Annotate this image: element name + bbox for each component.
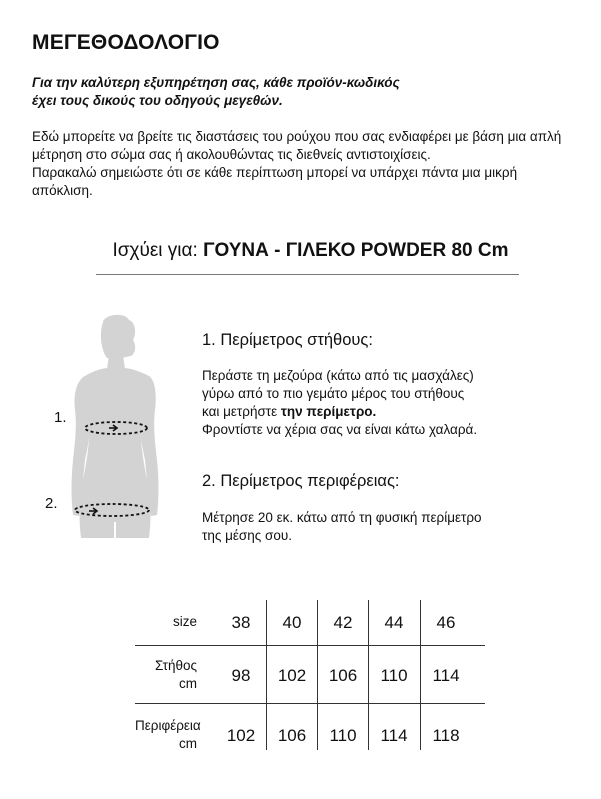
row-label (135, 657, 197, 693)
table-cell: 102 (226, 726, 256, 745)
table-cell: 106 (277, 726, 307, 745)
chest-line-4: Φροντίστε να χέρια σας να είναι κάτω χαλαρά. (202, 422, 478, 437)
body-figure (45, 310, 185, 550)
row-label-line-2: cm (179, 736, 197, 751)
chest-line-1: Περάστε τη μεζούρα (κάτω από τις μασχάλες) (202, 368, 474, 383)
row-label-line-2: cm (179, 676, 197, 691)
table-header-row (135, 600, 485, 646)
chest-section-title: 1. Περίμετρος στήθους: (202, 331, 373, 349)
hips-section-body (202, 509, 562, 545)
chest-line-2: γύρω από το πιο γεμάτο μέρος του στήθους (202, 386, 465, 401)
chest-line-3-prefix: και μετρήστε (202, 404, 281, 419)
size-cell: 38 (231, 613, 251, 632)
intro-text (32, 128, 577, 200)
table-cell: 114 (380, 726, 408, 745)
size-cell: 42 (333, 613, 353, 632)
intro-bold-line-1: Για την καλύτερη εξυπηρέτηση σας, κάθε προϊόν-κωδικός (32, 75, 400, 90)
table-cell: 110 (329, 726, 357, 745)
divider (96, 274, 519, 275)
intro-paragraph-1: Εδώ μπορείτε να βρείτε τις διαστάσεις του ρούχου που σας ενδιαφέρει με βάση μια απλή μέτρηση στο σώμα σας ή ακολουθώντας τις διεθνείς αντιστοιχίσεις. (32, 129, 562, 162)
table-cell: 106 (328, 666, 358, 685)
size-table (135, 600, 485, 762)
intro-paragraph-2: Παρακαλώ σημειώστε ότι σε κάθε περίπτωση μπορεί να υπάρχει πάντα μια μικρή απόκλιση. (32, 165, 518, 198)
row-label (135, 717, 201, 753)
table-cell: 110 (380, 666, 408, 685)
applies-to-heading (0, 240, 601, 262)
intro-bold-line-2: έχει τους δικούς του οδηγούς μεγεθών. (32, 93, 283, 108)
row-label-line-1: Στήθος (154, 658, 197, 673)
hips-section-title: 2. Περίμετρος περιφέρειας: (202, 472, 400, 490)
applies-prefix: Ισχύει για: (112, 240, 204, 261)
product-name: ΓΟΥΝΑ - ΓΙΛΕΚΟ POWDER 80 Cm (203, 240, 509, 261)
chest-line-3 (202, 403, 562, 421)
intro-bold-text (32, 74, 572, 110)
size-header-label: size (172, 614, 197, 629)
size-cell: 44 (384, 613, 404, 632)
table-row (135, 646, 485, 704)
size-cell: 40 (282, 613, 302, 632)
table-cell: 118 (432, 726, 460, 745)
chest-line-3-bold: την περίμετρο. (280, 404, 377, 419)
figure-label-1: 1. (54, 409, 67, 426)
size-cell: 46 (436, 613, 456, 632)
page-title: ΜΕΓΕΘΟΔΟΛΟΓΙΟ (32, 31, 220, 54)
chest-section-body (202, 367, 562, 439)
table-row (135, 704, 485, 762)
table-cell: 102 (277, 666, 307, 685)
female-silhouette-measurement-icon (45, 310, 185, 550)
table-cell: 98 (231, 666, 251, 685)
row-label-line-1: Περιφέρεια (135, 718, 201, 733)
figure-label-2: 2. (45, 495, 58, 512)
hips-line-2: της μέσης σου. (202, 528, 292, 543)
hips-line-1: Μέτρησε 20 εκ. κάτω από τη φυσική περίμετρο (202, 510, 482, 525)
table-cell: 114 (432, 666, 460, 685)
